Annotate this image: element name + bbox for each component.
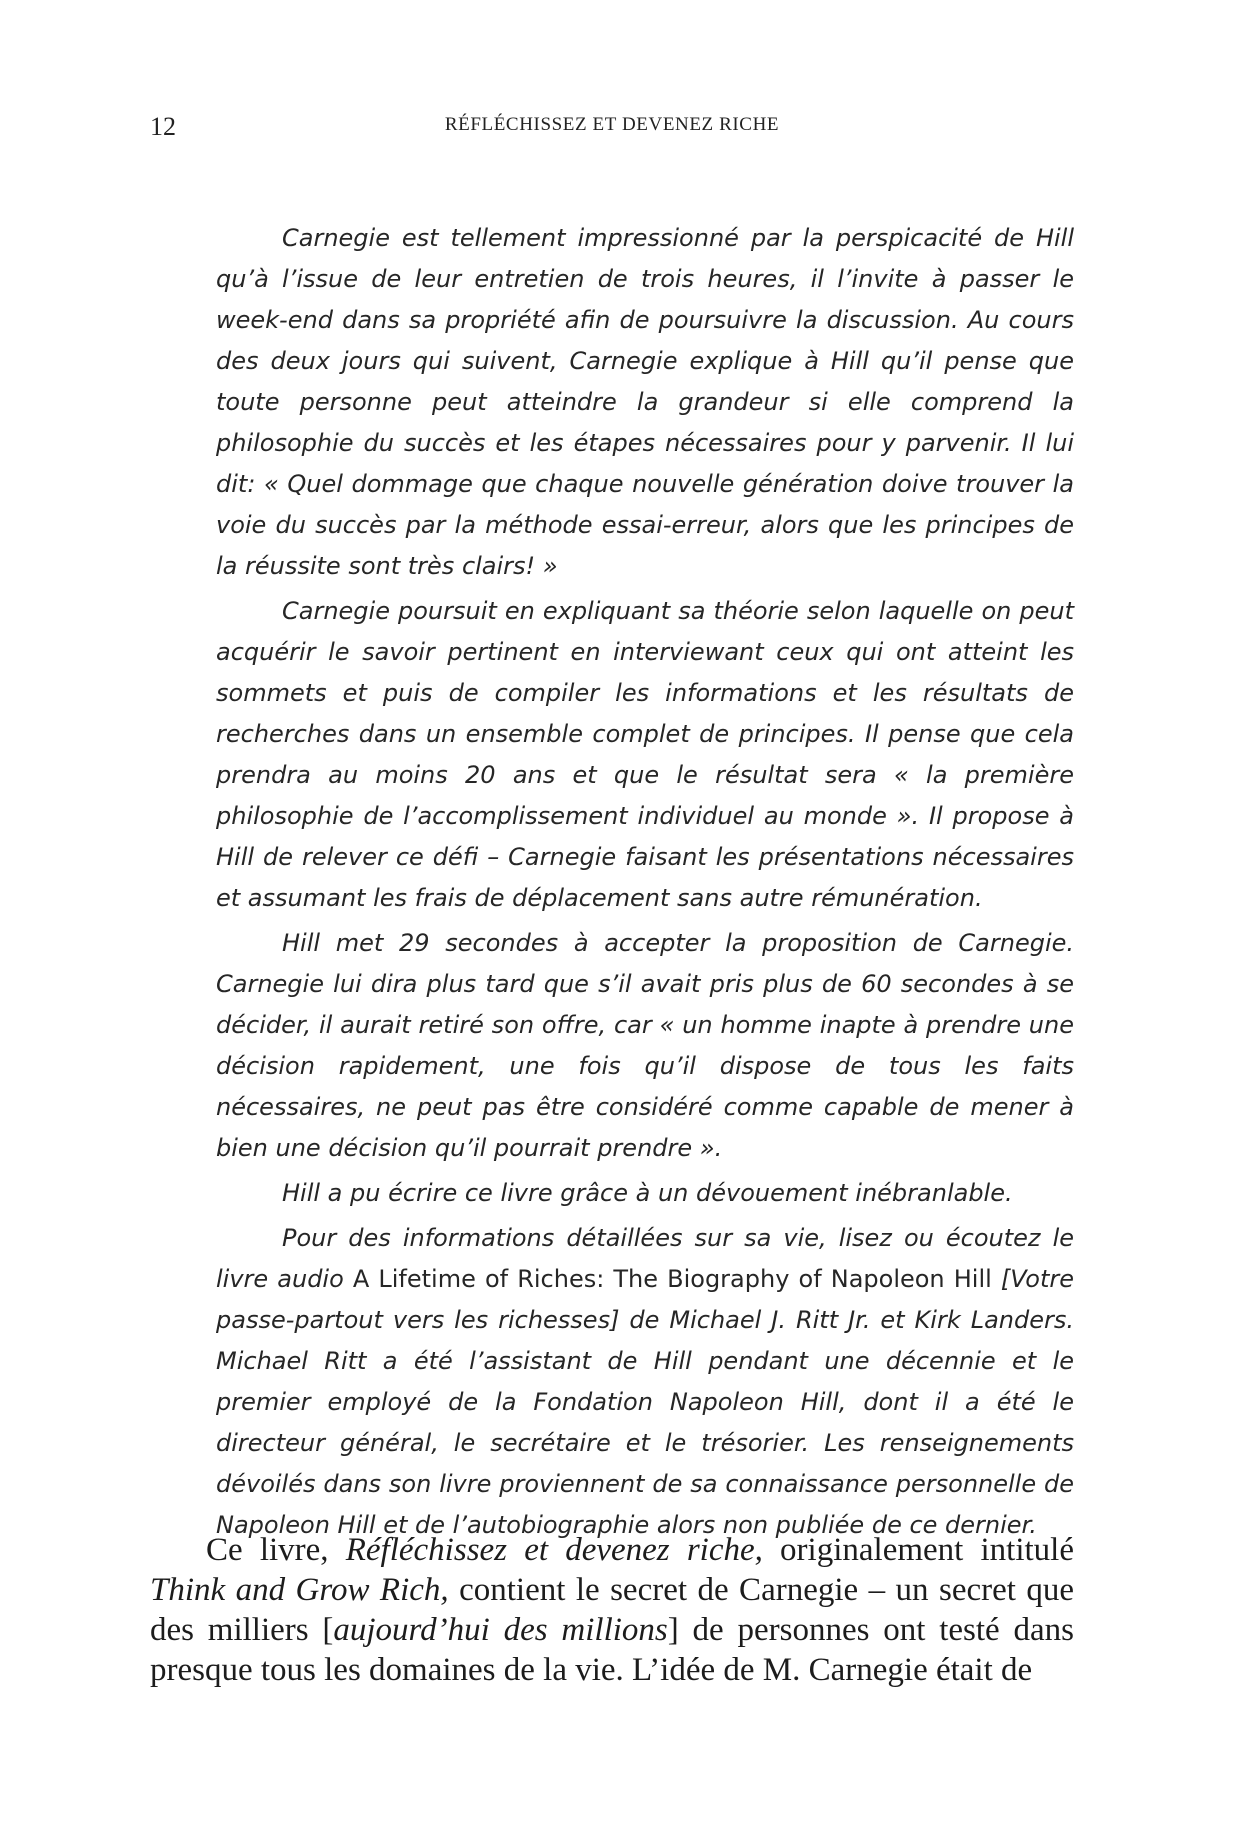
note-p5-intro: Pour des informations détaillées sur sa vie, lisez ou écoutez le livre audio: [216, 1224, 1074, 1293]
bracket-insertion: aujourd’hui des millions: [333, 1612, 668, 1648]
italic-note-block: [216, 218, 1074, 1550]
note-paragraph-1: Carnegie est tellement impressionné par la perspicacité de Hill qu’à l’issue de leur entretien de trois heures, il l’invite à passer le week-end dans sa propriété afin de poursuivre la discussion. Au cours des deux jours qui suivent, Carnegie explique à Hill qu’il pense que toute personne peut atteindre la grandeur si elle comprend la philosophie du succès et les étapes nécessaires pour y parvenir. Il lui dit: « Quel dommage que chaque nouvelle génération doive trouver la voie du succès par la méthode essai-erreur, alors que les principes de la réussite sont très clairs! »: [216, 224, 1074, 580]
audiobook-title: A Lifetime of Riches: The Biography of Napoleon Hill: [352, 1265, 992, 1293]
page-number: 12: [150, 112, 176, 141]
note-paragraph-4: Hill a pu écrire ce livre grâce à un dévouement inébranlable.: [282, 1179, 1013, 1207]
body-s3: contient le secret de Carnegie – un secret que des milliers [: [150, 1572, 1074, 1648]
running-head: RÉFLÉCHISSEZ ET DEVENEZ RICHE: [444, 114, 780, 135]
body-s4: ] de personnes ont testé dans presque tous les domaines de la vie. L’idée de M. Carnegie était de: [150, 1612, 1074, 1688]
note-paragraph-3: Hill met 29 secondes à accepter la proposition de Carnegie. Carnegie lui dira plus tard que s’il avait pris plus de 60 secondes à se décider, il aurait retiré son offre, car « un homme inapte à prendre une décision rapidement, une fois qu’il dispose de tous les faits nécessaires, ne peut pas être considéré comme capable de mener à bien une décision qu’il pourrait prendre ».: [216, 929, 1074, 1162]
english-book-title: Think and Grow Rich,: [150, 1572, 449, 1608]
note-paragraph-2: Carnegie poursuit en expliquant sa théorie selon laquelle on peut acquérir le savoir pertinent en interviewant ceux qui ont atteint les sommets et puis de compiler les informations et les résultats de recherches dans un ensemble complet de principes. Il pense que cela prendra au moins 20 ans et que le résultat sera « la première philosophie de l’accomplissement individuel au monde ». Il propose à Hill de relever ce défi – Carnegie faisant les présentations nécessaires et assumant les frais de déplacement sans autre rémunération.: [216, 597, 1074, 912]
body-s2: originalement intitulé: [762, 1532, 1074, 1568]
main-body-text: [150, 1530, 1074, 1690]
french-book-title: Réfléchissez et devenez riche,: [345, 1532, 763, 1568]
note-p5-rest: [Votre passe-partout vers les richesses] de Michael J. Ritt Jr. et Kirk Landers. Michael Ritt a été l’assistant de Hill pendant une décennie et le premier employé de la Fondation Napoleon Hill, dont il a été le directeur général, le secrétaire et le trésorier. Les renseignements dévoilés dans son livre proviennent de sa connaissance personnelle de Napoleon Hill et de l’autobiographie alors non publiée de ce dernier.: [216, 1265, 1074, 1539]
body-paragraph: [150, 1530, 1074, 1690]
note-paragraph-5: [216, 1218, 1074, 1546]
body-s1: Ce livre,: [206, 1532, 346, 1568]
